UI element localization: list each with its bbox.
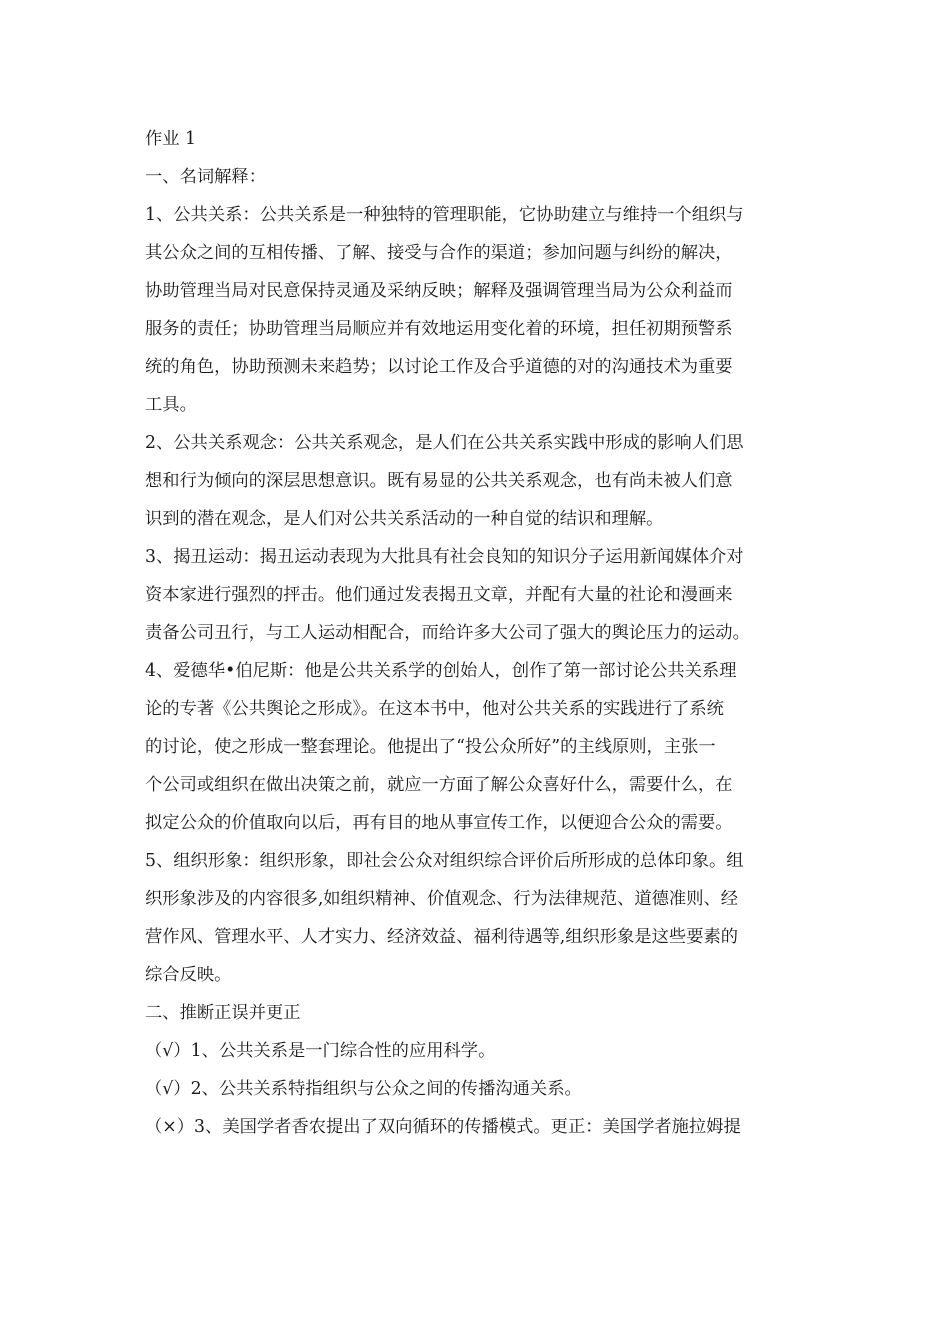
text-line: 统的角色，协助预测未来趋势；以讨论工作及合乎道德的对的沟通技术为重要 — [145, 357, 733, 377]
definition-muckraking — [145, 538, 810, 652]
text-line: 3、揭丑运动：揭丑运动表现为大批具有社会良知的知识分子运用新闻媒体介对 — [145, 547, 744, 567]
text-line: 1、公共关系：公共关系是一种独特的管理职能，它协助建立与维持一个组织与 — [145, 205, 744, 225]
true-false-item: （√）2、公共关系特指组织与公众之间的传播沟通关系。 — [145, 1079, 582, 1099]
definition-edward-bernays — [145, 652, 810, 842]
text-line: 2、公共关系观念：公共关系观念，是人们在公共关系实践中形成的影响人们思 — [145, 433, 744, 453]
definition-pr-concept — [145, 424, 810, 538]
text-line: 论的专著《公共舆论之形成》。在这本书中，他对公共关系的实践进行了系统 — [145, 699, 724, 719]
document-body — [145, 120, 810, 1146]
text-line: 个公司或组织在做出决策之前，就应一方面了解公众喜好什么，需要什么，在 — [145, 775, 733, 795]
section2-heading: 二、推断正误并更正 — [145, 1003, 301, 1023]
text-line: 织形象涉及的内容很多,如组织精神、价值观念、行为法律规范、道德准则、经 — [145, 889, 739, 909]
text-line: 拟定公众的价值取向以后，再有目的地从事宣传工作，以便迎合公众的需要。 — [145, 813, 733, 833]
text-line: 营作风、管理水平、人才实力、经济效益、福利待遇等,组织形象是这些要素的 — [145, 927, 739, 947]
section1-heading: 一、名词解释： — [145, 167, 266, 187]
text-line: 其公众之间的互相传播、了解、接受与合作的渠道；参加问题与纠纷的解决， — [145, 243, 733, 263]
text-line: 综合反映。 — [145, 965, 232, 985]
text-line: 协助管理当局对民意保持灵通及采纳反映；解释及强调管理当局为公众利益而 — [145, 281, 733, 301]
text-line: 5、组织形象：组织形象，即社会公众对组织综合评价后所形成的总体印象。组 — [145, 851, 744, 871]
true-false-item: （×）3、美国学者香农提出了双向循环的传播模式。更正：美国学者施拉姆提 — [145, 1117, 741, 1137]
document-title: 作业 1 — [145, 129, 197, 149]
text-line: 想和行为倾向的深层思想意识。既有易显的公共关系观念，也有尚未被人们意 — [145, 471, 733, 491]
text-line: 的讨论，使之形成一整套理论。他提出了“投公众所好”的主线原则，主张一 — [145, 737, 716, 757]
text-line: 工具。 — [145, 395, 197, 415]
text-line: 服务的责任；协助管理当局顺应并有效地运用变化着的环境，担任初期预警系 — [145, 319, 733, 339]
text-line: 4、爱德华•伯尼斯：他是公共关系学的创始人，创作了第一部讨论公共关系理 — [145, 661, 737, 681]
definition-public-relations — [145, 196, 810, 424]
text-line: 责备公司丑行，与工人运动相配合，而给许多大公司了强大的舆论压力的运动。 — [145, 623, 750, 643]
true-false-item: （√）1、公共关系是一门综合性的应用科学。 — [145, 1041, 496, 1061]
definition-organization-image — [145, 842, 810, 994]
text-line: 资本家进行强烈的抨击。他们通过发表揭丑文章，并配有大量的社论和漫画来 — [145, 585, 733, 605]
text-line: 识到的潜在观念，是人们对公共关系活动的一种自觉的结识和理解。 — [145, 509, 664, 529]
